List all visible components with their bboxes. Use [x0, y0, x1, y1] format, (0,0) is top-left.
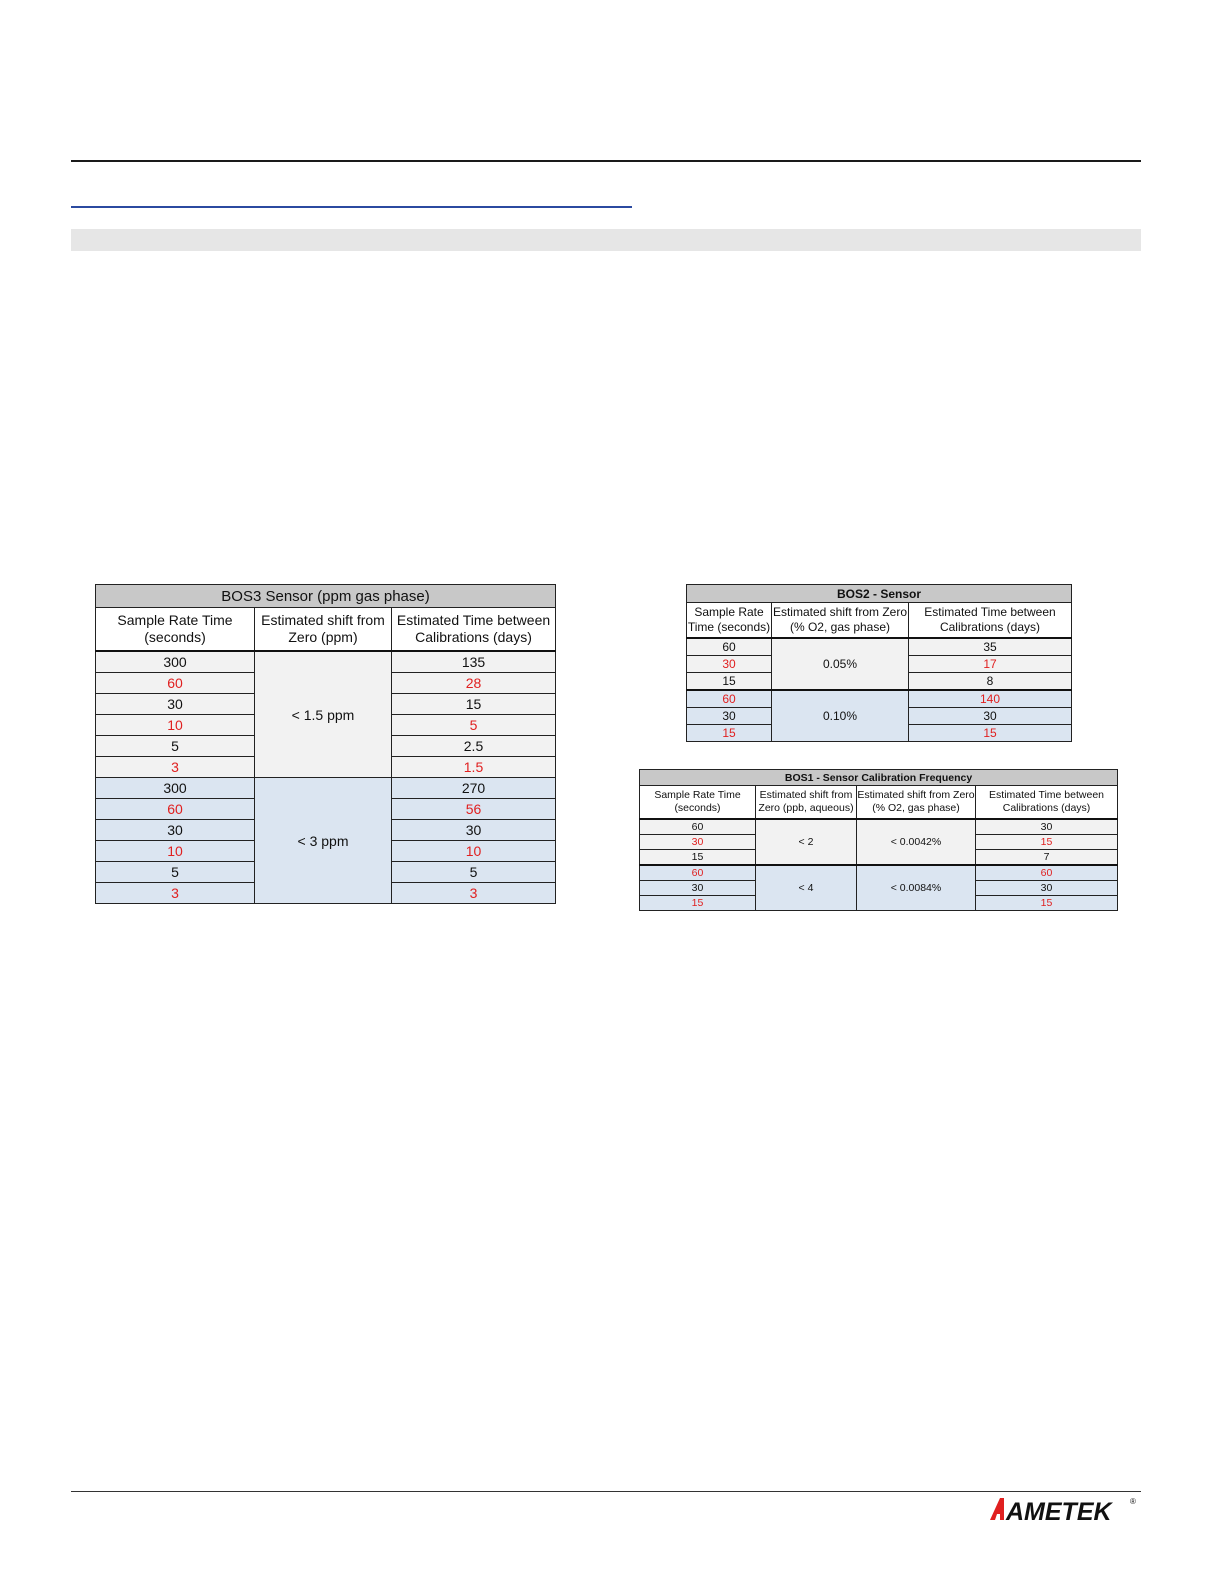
bos3-header-shift: Estimated shift from Zero (ppm): [255, 608, 392, 652]
days-cell: 140: [909, 690, 1072, 708]
days-cell: 28: [392, 673, 556, 694]
bos1-header-days: Estimated Time between Calibrations (days): [976, 786, 1118, 820]
bos2-shift-group1: 0.05%: [772, 638, 909, 690]
sample-rate-cell: 60: [640, 819, 756, 835]
bos3-table-title: BOS3 Sensor (ppm gas phase): [96, 585, 556, 608]
bos1-table-title: BOS1 - Sensor Calibration Frequency: [640, 770, 1118, 786]
bos2-shift-group2: 0.10%: [772, 690, 909, 742]
days-cell: 5: [392, 715, 556, 736]
bos2-header-shift: Estimated shift from Zero (% O2, gas phase): [772, 603, 909, 639]
days-cell: 15: [392, 694, 556, 715]
section-link-underline: [71, 206, 632, 208]
sample-rate-cell: 15: [687, 725, 772, 742]
days-cell: 30: [909, 708, 1072, 725]
sample-rate-cell: 15: [640, 850, 756, 866]
bos3-calibration-table: [95, 584, 556, 904]
registered-mark: ®: [1130, 1497, 1136, 1506]
table-row: [687, 638, 1072, 656]
bos1-header-shift-ppb: Estimated shift from Zero (ppb, aqueous): [756, 786, 857, 820]
table-row: [96, 651, 556, 673]
table-row: [640, 819, 1118, 835]
days-cell: 5: [392, 862, 556, 883]
bos1-calibration-table: [639, 769, 1118, 911]
sample-rate-cell: 30: [687, 656, 772, 673]
days-cell: 56: [392, 799, 556, 820]
days-cell: 7: [976, 850, 1118, 866]
bos3-header-days: Estimated Time between Calibrations (days): [392, 608, 556, 652]
sample-rate-cell: 60: [96, 673, 255, 694]
sample-rate-cell: 300: [96, 778, 255, 799]
sample-rate-cell: 30: [96, 694, 255, 715]
days-cell: 3: [392, 883, 556, 904]
sample-rate-cell: 3: [96, 757, 255, 778]
days-cell: 1.5: [392, 757, 556, 778]
header-rule: [71, 160, 1141, 162]
days-cell: 270: [392, 778, 556, 799]
days-cell: 30: [976, 881, 1118, 896]
table-row: [640, 865, 1118, 881]
sample-rate-cell: 300: [96, 651, 255, 673]
bos1-header-sample-rate: Sample Rate Time (seconds): [640, 786, 756, 820]
sample-rate-cell: 60: [96, 799, 255, 820]
bos1-shift-ppb-group1: < 2: [756, 819, 857, 865]
days-cell: 60: [976, 865, 1118, 881]
section-heading-band: [71, 229, 1141, 251]
sample-rate-cell: 60: [687, 638, 772, 656]
ametek-logo: [988, 1494, 1138, 1524]
bos3-header-sample-rate: Sample Rate Time (seconds): [96, 608, 255, 652]
bos1-header-shift-o2: Estimated shift from Zero (% O2, gas phase): [857, 786, 976, 820]
sample-rate-cell: 30: [640, 835, 756, 850]
table-row: [96, 778, 556, 799]
sample-rate-cell: 3: [96, 883, 255, 904]
days-cell: 8: [909, 673, 1072, 691]
days-cell: 30: [976, 819, 1118, 835]
bos1-shift-o2-group2: < 0.0084%: [857, 865, 976, 911]
sample-rate-cell: 60: [687, 690, 772, 708]
table-row: [687, 690, 1072, 708]
days-cell: 30: [392, 820, 556, 841]
days-cell: 35: [909, 638, 1072, 656]
sample-rate-cell: 10: [96, 841, 255, 862]
sample-rate-cell: 60: [640, 865, 756, 881]
logo-wordmark: AMETEK: [1006, 1498, 1112, 1524]
sample-rate-cell: 5: [96, 862, 255, 883]
bos2-calibration-table: [686, 584, 1072, 742]
sample-rate-cell: 5: [96, 736, 255, 757]
bos2-header-sample-rate: Sample Rate Time (seconds): [687, 603, 772, 639]
footer-rule: [71, 1491, 1141, 1492]
sample-rate-cell: 15: [640, 896, 756, 911]
bos2-header-days: Estimated Time between Calibrations (days): [909, 603, 1072, 639]
bos3-shift-group1: < 1.5 ppm: [255, 651, 392, 778]
sample-rate-cell: 30: [640, 881, 756, 896]
days-cell: 2.5: [392, 736, 556, 757]
sample-rate-cell: 15: [687, 673, 772, 691]
bos1-shift-o2-group1: < 0.0042%: [857, 819, 976, 865]
days-cell: 17: [909, 656, 1072, 673]
sample-rate-cell: 30: [96, 820, 255, 841]
days-cell: 15: [976, 835, 1118, 850]
sample-rate-cell: 10: [96, 715, 255, 736]
bos2-table-title: BOS2 - Sensor: [687, 585, 1072, 603]
logo-mark-shape: [990, 1498, 1004, 1520]
days-cell: 15: [976, 896, 1118, 911]
days-cell: 10: [392, 841, 556, 862]
days-cell: 15: [909, 725, 1072, 742]
sample-rate-cell: 30: [687, 708, 772, 725]
bos3-shift-group2: < 3 ppm: [255, 778, 392, 904]
days-cell: 135: [392, 651, 556, 673]
bos1-shift-ppb-group2: < 4: [756, 865, 857, 911]
